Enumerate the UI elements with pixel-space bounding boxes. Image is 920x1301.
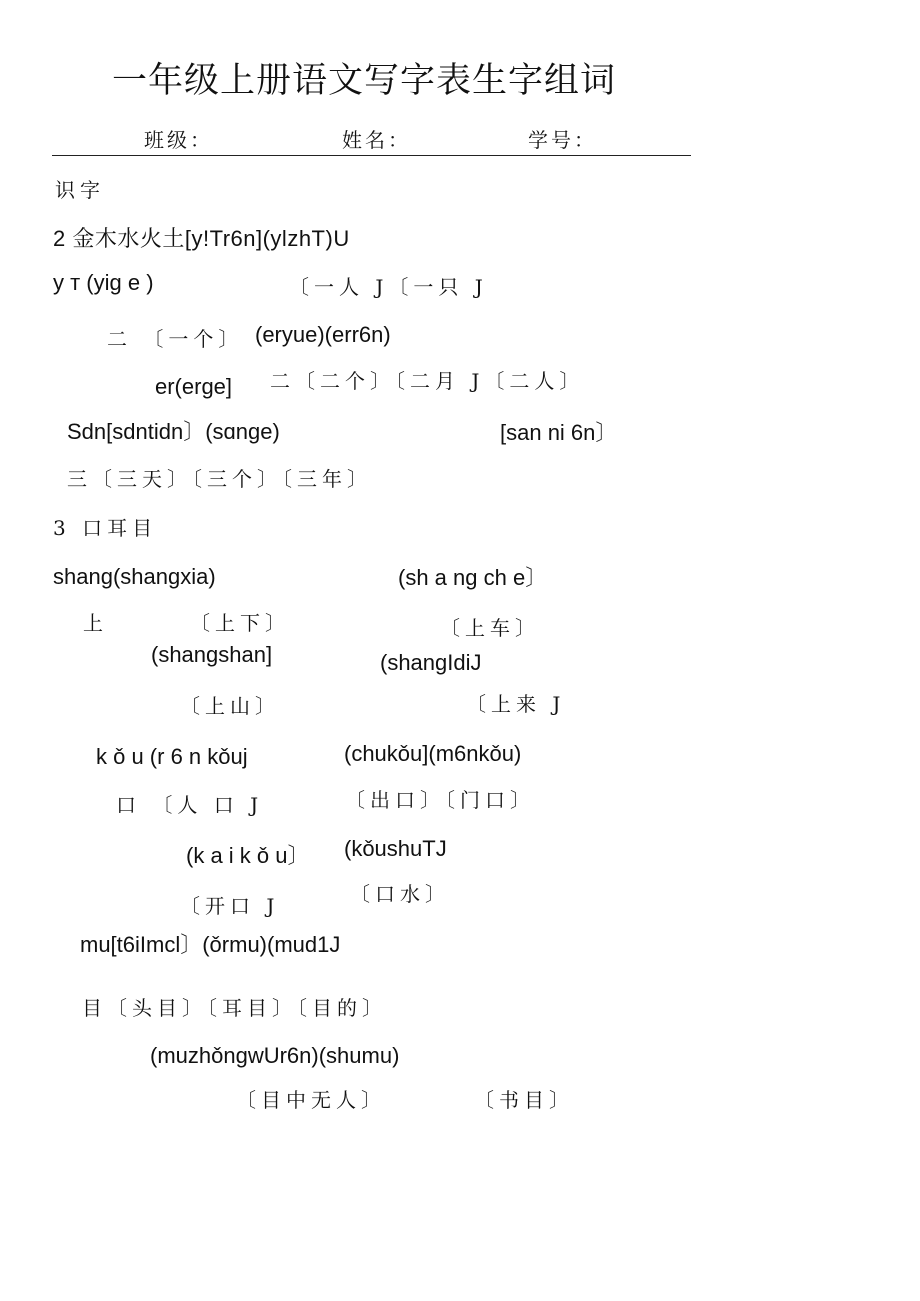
page-title: 一年级上册语文写字表生字组词 (112, 61, 617, 101)
pinyin-line: (kǒushuTJ (344, 836, 447, 861)
pinyin-line: [san ni 6n〕 (500, 420, 618, 445)
word-group: 三〔三天〕〔三个〕〔三年〕 (67, 467, 372, 491)
word-group: 〔上下〕 (190, 611, 290, 635)
pinyin-line: shang(shangxia) (53, 564, 216, 589)
char-entry: 上 (83, 611, 108, 635)
word-group: 二〔二个〕〔二月 J〔二人〕 (270, 369, 585, 393)
word-group: 〔上来 J (466, 692, 566, 716)
pinyin-line: (chukǒu](m6nkǒu) (344, 741, 522, 766)
char-entry: 二 〔一个〕 (107, 327, 244, 351)
pinyin-line: er(erge] (155, 374, 233, 399)
word-group: 〔口水〕 (350, 882, 450, 906)
student-number-label: 学号： (528, 128, 597, 152)
pinyin-line: k ǒ u (r 6 n kǒuj (96, 744, 248, 769)
section-heading: 识字 (55, 178, 105, 202)
word-group: 〔上车〕 (440, 616, 540, 640)
pinyin-line: y т (yig e ) (53, 270, 154, 295)
word-group: 〔开口 J (180, 894, 280, 918)
lesson-2-line: 2 金木水火土[y!Tr6n](ylzhT)U (53, 226, 350, 251)
word-group: 〔一人 J〔一只 J (289, 275, 488, 299)
pinyin-line: Sdn[sdntidn〕(sɑnge) (67, 419, 280, 444)
char-entry: 口 〔人 口 J (116, 793, 264, 817)
word-group: 〔出口〕〔门口〕 (345, 788, 535, 812)
word-group: 〔上山〕 (180, 694, 280, 718)
word-group: 目〔头目〕〔耳目〕〔目的〕 (82, 996, 387, 1020)
pinyin-line: (k a i k ǒ u〕 (186, 843, 310, 868)
pinyin-line: (eryue)(err6n) (255, 322, 391, 347)
lesson-3-heading: 3 口耳目 (53, 516, 158, 540)
class-label: 班级： (144, 128, 213, 152)
pinyin-line: (shangshan] (151, 642, 273, 667)
word-group: 〔目中无人〕 (236, 1088, 386, 1112)
name-label: 姓名： (342, 128, 411, 152)
word-group: 〔书目〕 (474, 1088, 574, 1112)
pinyin-line: (shangIdiJ (380, 650, 482, 675)
pinyin-line: (muzhǒngwUr6n)(shumu) (150, 1043, 400, 1068)
pinyin-line: mu[t6iImcl〕(ǒrmu)(mud1J (80, 932, 341, 957)
pinyin-line: (sh a ng ch e〕 (398, 565, 548, 590)
header-divider (52, 155, 691, 156)
